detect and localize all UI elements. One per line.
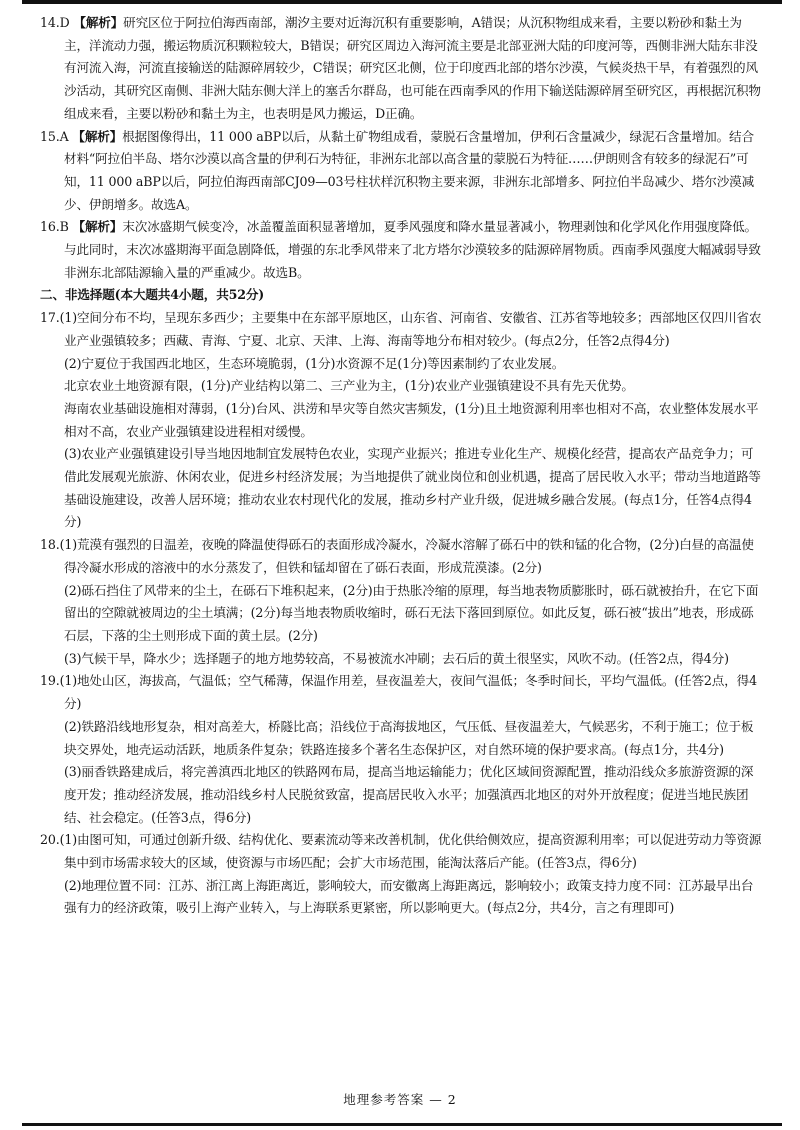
answer-14-number: 14.D <box>40 15 70 30</box>
answer-18-part-1: 18.(1)荒漠有强烈的日温差，夜晚的降温使得砾石的表面形成冷凝水，冷凝水溶解了砾石中的铁和锰的化合物，(2分)白昼的高温使得冷凝水形成的溶液中的水分蒸发了，但铁和锰却留在了砾石表面，形成荒漠漆。(2分) <box>40 537 754 575</box>
answer-15-tag: 【解析】 <box>72 128 123 144</box>
answer-16-text: 末次冰盛期气候变冷，冰盖覆盖面积显著增加，夏季风强度和降水量显著减小，物理剥蚀和化学风化作用强度降低。与此同时，末次冰盛期海平面急剧降低，增强的东北季风带来了北方塔尔沙漠较多的陆源碎屑物质。西南季风强度大幅减弱导致非洲东北部陆源输入量的严重减少。故选B。 <box>64 219 761 280</box>
answer-20-part-1: 20.(1)由图可知，可通过创新升级、结构优化、要素流动等来改善机制，优化供给侧效应，提高资源利用率；可以促进劳动力等资源集中到市场需求较大的区域，使资源与市场匹配；会扩大市场范围，能淘汰落后产能。(任答3点，得6分) <box>40 832 762 871</box>
answer-17-part-1: 17.(1)空间分布不均，呈现东多西少；主要集中在东部平原地区，山东省、河南省、安徽省、江苏省等地较多；西部地区仅四川省农业产业强镇较多；西藏、青海、宁夏、北京、天津、上海、海南等地分布相对较少。(每点2分，任答2点得4分) <box>40 310 762 348</box>
page-footer: 地理参考答案 — 2 <box>343 1092 457 1107</box>
answer-19-part-3: (3)丽香铁路建成后，将完善滇西北地区的铁路网布局，提高当地运输能力；优化区域间资源配置，推动沿线众多旅游资源的深度开发；推动经济发展，推动沿线乡村人民脱贫致富，提高居民收入水平；加强滇西北地区的对外开放程度；促进当地民族团结、社会稳定。(任答3点，得6分) <box>64 764 754 825</box>
answer-content <box>40 12 764 1072</box>
answer-14 <box>40 12 764 126</box>
answer-17-part-2-hainan: 海南农业基础设施相对薄弱，(1分)台风、洪涝和旱灾等自然灾害频发，(1分)且土地资源利用率也相对不高，农业整体发展水平相对不高，农业产业强镇建设进程相对缓慢。 <box>64 400 759 439</box>
answer-16-tag: 【解析】 <box>72 219 123 235</box>
answer-15-number: 15.A <box>40 128 69 144</box>
answer-14-tag: 【解析】 <box>73 15 124 30</box>
answer-18-part-2: (2)砾石挡住了风带来的尘土，在砾石下堆积起来，(2分)由于热胀冷缩的原理，每当地表物质膨胀时，砾石就被抬升，在它下面留出的空隙就被周边的尘土填满；(2分)每当地表物质收缩时，砾石无法下落回到原位。如此反复，砾石被“拔出”地表，形成砾石层，下落的尘土则形成下面的黄土层。(2分) <box>64 582 759 643</box>
answer-20-part-2: (2)地理位置不同：江苏、浙江离上海距离近，影响较大，而安徽离上海距离远，影响较小；政策支持力度不同：江苏最早出台强有力的经济政策，吸引上海产业转入，与上海联系更紧密，所以影响更大。(每点2分，共4分，言之有理即可) <box>64 877 754 916</box>
answer-17-part-2-beijing: 北京农业土地资源有限，(1分)产业结构以第二、三产业为主，(1分)农业产业强镇建设不具有先天优势。 <box>64 378 634 394</box>
answer-16-number: 16.B <box>40 219 69 235</box>
top-rule <box>22 0 782 4</box>
section-two-heading: 二、非选择题(本大题共4小题，共52分) <box>40 287 265 303</box>
answer-16 <box>40 216 764 284</box>
answer-18-part-3: (3)气候干旱，降水少；选择题子的地方地势较高，不易被流水冲刷；去石后的黄土很坚实，风吹不动。(任答2点，得4分) <box>64 650 729 666</box>
answer-15 <box>40 126 764 217</box>
answer-19-part-2: (2)铁路沿线地形复杂，相对高差大，桥隧比高；沿线位于高海拔地区，气压低、昼夜温差大，气候恶劣，不利于施工；位于板块交界处，地壳运动活跃，地质条件复杂；铁路连接多个著名生态保护区，对自然环境的保护要求高。(每点1分，共4分) <box>64 718 754 757</box>
answer-19-part-1: 19.(1)地处山区，海拔高，气温低；空气稀薄，保温作用差，昼夜温差大，夜间气温低；冬季时间长，平均气温低。(任答2点，得4分) <box>40 673 757 712</box>
answer-15-text: 根据图像得出，11 000 aBP以后，从黏土矿物组成看，蒙脱石含量增加，伊利石含量减少，绿泥石含量增加。结合材料“阿拉伯半岛、塔尔沙漠以高含量的伊利石为特征，非洲东北部以高含量的蒙脱石为特征……伊朗则含有较多的绿泥石”可知，11 000 aBP以后，阿拉伯海西南部CJ09—03号柱状样沉积物主要来源，非洲东北部增多、阿拉伯半岛减少、塔尔沙漠减少、伊朗增多。故选A。 <box>64 128 755 212</box>
answer-17-part-2: (2)宁夏位于我国西北地区，生态环境脆弱，(1分)水资源不足(1分)等因素制约了农业发展。 <box>64 355 565 371</box>
answer-17-part-3: (3)农业产业强镇建设引导当地因地制宜发展特色农业，实现产业振兴；推进专业化生产、规模化经营，提高农产品竞争力；可借此发展观光旅游、休闲农业，促进乡村经济发展；为当地提供了就业岗位和创业机遇，提高了居民收入水平；带动当地道路等基础设施建设，改善人居环境；推动农业农村现代化的发展，推动乡村产业升级，促进城乡融合发展。(每点1分，任答4点得4分) <box>64 446 761 530</box>
bottom-rule <box>22 1123 782 1126</box>
answer-14-text: 研究区位于阿拉伯海西南部，潮汐主要对近海沉积有重要影响，A错误；从沉积物组成来看，主要以粉砂和黏土为主，洋流动力强，搬运物质沉积颗粒较大，B错误；研究区周边入海河流主要是北部亚洲大陆的印度河等，西侧非洲大陆东非没有河流入海，河流直接输送的陆源碎屑较少，C错误；研究区北侧，位于印度西北部的塔尔沙漠，气候炎热干旱，有着强烈的风沙活动，其研究区南侧、非洲大陆东侧大洋上的塞舌尔群岛，也可能在西南季风的作用下输送陆源碎屑至研究区，再根据沉积物组成来看，主要以粉砂和黏土为主，也表明是风力搬运，D正确。 <box>64 15 761 121</box>
